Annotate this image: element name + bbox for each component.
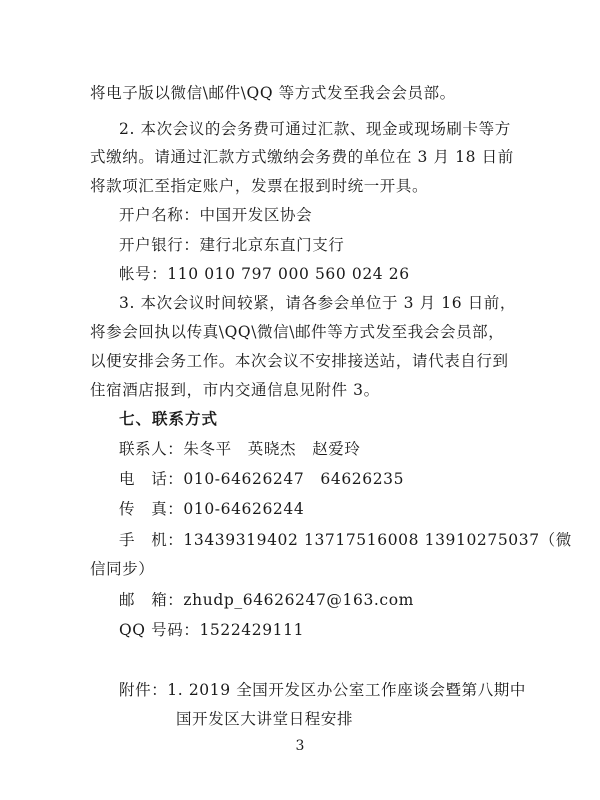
account-number-line: 帐号：110 010 797 000 560 024 26 <box>119 265 410 283</box>
mobile-line-continued: 信同步） <box>90 560 155 578</box>
fax-line: 传 真：010-64626244 <box>119 500 305 518</box>
account-name-line: 开户名称：中国开发区协会 <box>119 206 313 224</box>
page-number: 3 <box>295 738 305 754</box>
section-heading: 七、联系方式 <box>119 410 219 428</box>
paragraph-line: 式缴纳。请通过汇款方式缴纳会务费的单位在 3 月 18 日前 <box>90 148 514 166</box>
attachment-line-continued: 国开发区大讲堂日程安排 <box>176 710 354 728</box>
contact-person-line: 联系人：朱冬平 英晓杰 赵爱玲 <box>119 440 361 458</box>
paragraph-line: 将电子版以微信\邮件\QQ 等方式发至我会会员部。 <box>90 84 456 102</box>
paragraph-line: 将款项汇至指定账户，发票在报到时统一开具。 <box>90 177 429 195</box>
paragraph-line: 以便安排会务工作。本次会议不安排接送站，请代表自行到 <box>90 352 509 370</box>
account-bank-line: 开户银行：建行北京东直门支行 <box>119 236 345 254</box>
email-line: 邮 箱：zhudp_64626247@163.com <box>119 591 414 609</box>
attachment-line: 附件：1. 2019 全国开发区办公室工作座谈会暨第八期中 <box>119 681 526 699</box>
paragraph-line: 2. 本次会议的会务费可通过汇款、现金或现场刷卡等方 <box>119 120 511 138</box>
qq-line: QQ 号码：1522429111 <box>119 621 305 639</box>
paragraph-line: 3. 本次会议时间较紧，请各参会单位于 3 月 16 日前， <box>119 294 517 312</box>
paragraph-line: 住宿酒店报到，市内交通信息见附件 3。 <box>90 381 380 399</box>
phone-line: 电 话：010-64626247 64626235 <box>119 470 405 488</box>
paragraph-line: 将参会回执以传真\QQ\微信\邮件等方式发至我会会员部， <box>90 323 505 341</box>
mobile-line: 手 机：13439319402 13717516008 13910275037（微 <box>119 531 572 549</box>
